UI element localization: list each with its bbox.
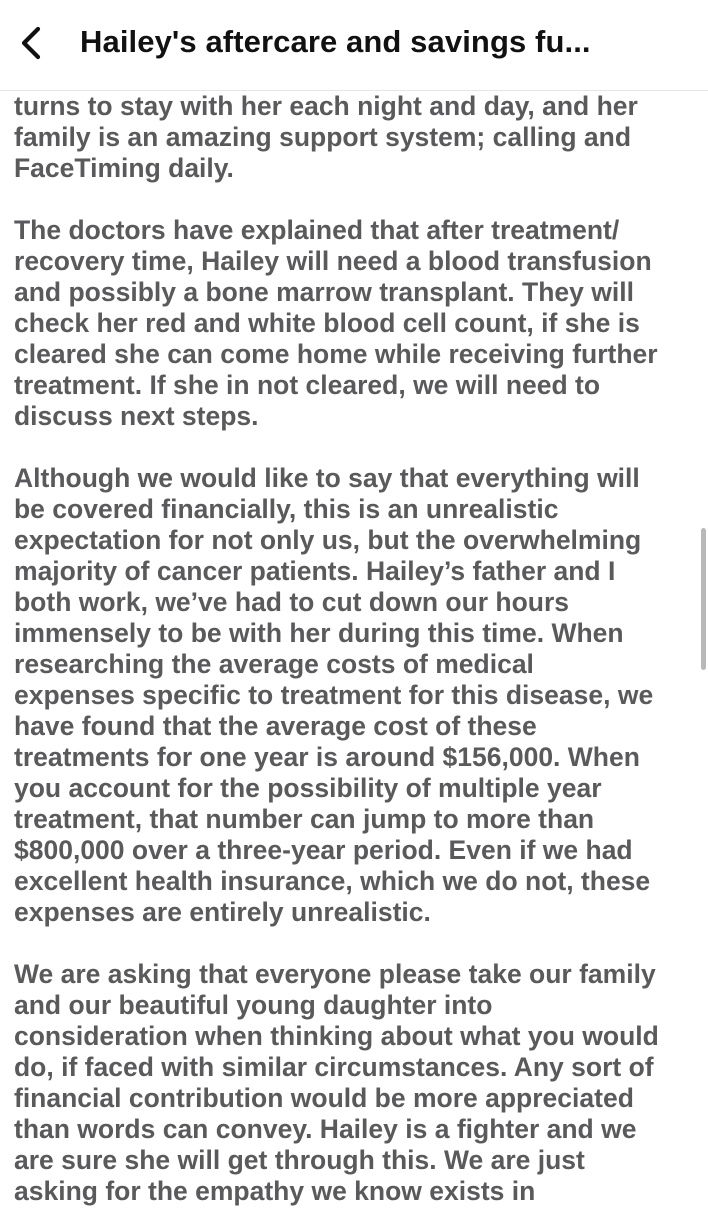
story-line: asking for the empathy we know exists in bbox=[14, 1176, 536, 1206]
fundraiser-story bbox=[14, 90, 698, 1207]
story-line: and our beautiful young daughter into bbox=[14, 990, 493, 1020]
story-line: are sure she will get through this. We are just bbox=[14, 1145, 585, 1175]
chevron-left-icon bbox=[19, 26, 43, 60]
story-line: The doctors have explained that after treatment/ bbox=[14, 215, 620, 245]
story-line: have found that the average cost of these bbox=[14, 711, 537, 741]
story-line: do, if faced with similar circumstances. Any sort of bbox=[14, 1052, 654, 1082]
story-line: expenses are entirely unrealistic. bbox=[14, 897, 431, 927]
story-line: expenses specific to treatment for this disease, we bbox=[14, 680, 654, 710]
story-line: recovery time, Hailey will need a blood transfusion bbox=[14, 246, 652, 276]
story-line: FaceTiming daily. bbox=[14, 153, 234, 183]
story-line: consideration when thinking about what you would bbox=[14, 1021, 659, 1051]
story-line: excellent health insurance, which we do not, these bbox=[14, 866, 651, 896]
story-line: Although we would like to say that everything will bbox=[14, 463, 640, 493]
story-line: turns to stay with her each night and day, and her bbox=[14, 91, 638, 121]
story-line: researching the average costs of medical bbox=[14, 649, 534, 679]
story-line: We are asking that everyone please take our family bbox=[14, 959, 656, 989]
story-line: financial contribution would be more appreciated bbox=[14, 1083, 634, 1113]
back-button[interactable] bbox=[8, 18, 54, 68]
story-line: and possibly a bone marrow transplant. They will bbox=[14, 277, 634, 307]
story-line: you account for the possibility of multiple year bbox=[14, 773, 602, 803]
story-line: family is an amazing support system; calling and bbox=[14, 122, 632, 152]
story-line: check her red and white blood cell count, if she is bbox=[14, 308, 640, 338]
story-line: treatment. If she in not cleared, we will need to bbox=[14, 370, 601, 400]
story-line: immensely to be with her during this time. When bbox=[14, 618, 624, 648]
story-line: $800,000 over a three-year period. Even if we had bbox=[14, 835, 633, 865]
story-line: treatment, that number can jump to more than bbox=[14, 804, 595, 834]
story-line: majority of cancer patients. Hailey’s father and I bbox=[14, 556, 616, 586]
story-line: expectation for not only us, but the overwhelming bbox=[14, 525, 642, 555]
story-line: cleared she can come home while receiving further bbox=[14, 339, 658, 369]
story-line: than words can convey. Hailey is a fighter and we bbox=[14, 1114, 637, 1144]
top-nav-bar bbox=[0, 0, 708, 91]
scrollbar-thumb[interactable] bbox=[701, 528, 706, 670]
story-line: treatments for one year is around $156,000. When bbox=[14, 742, 640, 772]
story-line: both work, we’ve had to cut down our hours bbox=[14, 587, 570, 617]
story-line: be covered financially, this is an unrealistic bbox=[14, 494, 559, 524]
story-line: discuss next steps. bbox=[14, 401, 259, 431]
page-title: Hailey's aftercare and savings fu... bbox=[80, 24, 591, 59]
